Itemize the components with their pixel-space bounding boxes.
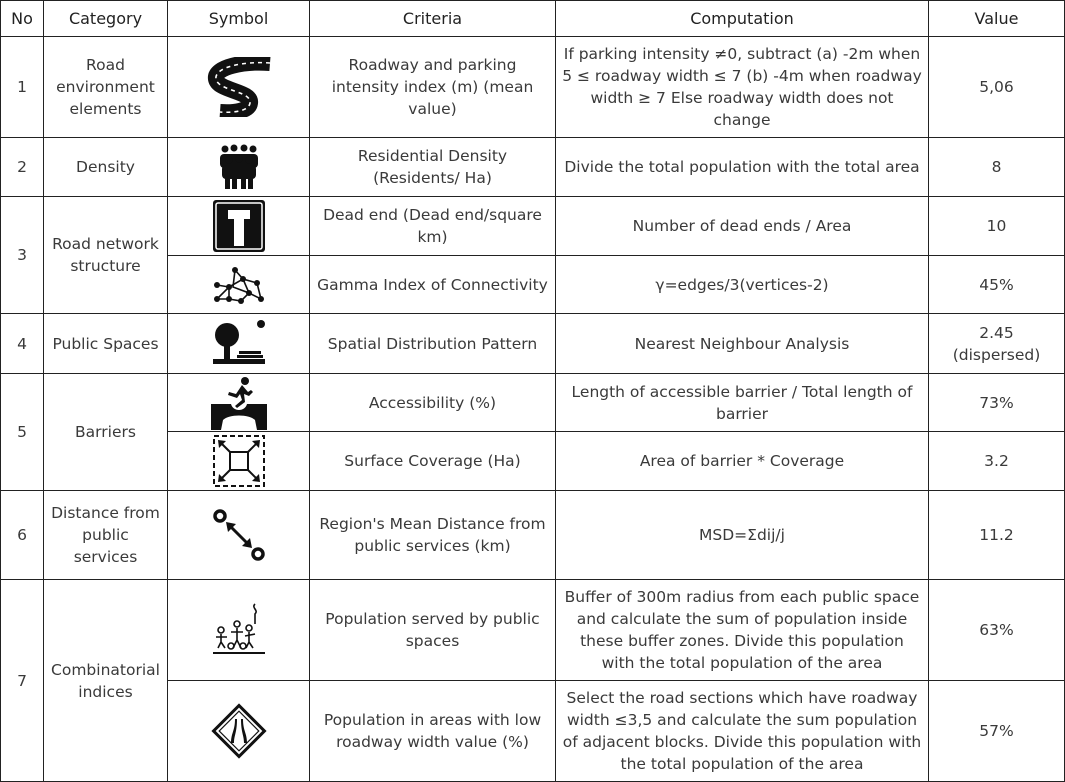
symbol-cell <box>168 491 310 580</box>
computation-cell: Buffer of 300m radius from each public space and calculate the sum of population inside these buffer zones. Divide this population with the total population of the area <box>556 580 929 681</box>
table-row <box>1 37 1065 138</box>
header-no: No <box>1 1 44 37</box>
value-cell: 45% <box>929 256 1065 314</box>
criteria-cell: Region's Mean Distance from public services (km) <box>310 491 556 580</box>
value-cell: 5,06 <box>929 37 1065 138</box>
criteria-cell: Spatial Distribution Pattern <box>310 314 556 374</box>
header-row <box>1 1 1065 37</box>
value-cell: 73% <box>929 374 1065 432</box>
computation-cell: Length of accessible barrier / Total length of barrier <box>556 374 929 432</box>
row-number: 1 <box>1 37 44 138</box>
category-cell: Distance from public services <box>44 491 168 580</box>
criteria-cell: Accessibility (%) <box>310 374 556 432</box>
category-cell: Barriers <box>44 374 168 491</box>
road-narrows-sign-icon <box>211 703 267 759</box>
category-cell: Road network structure <box>44 197 168 314</box>
computation-cell: MSD=Σdij/j <box>556 491 929 580</box>
people-park-icon <box>211 602 267 658</box>
criteria-cell: Dead end (Dead end/square km) <box>310 197 556 256</box>
header-value: Value <box>929 1 1065 37</box>
computation-cell: Select the road sections which have roadway width ≤3,5 and calculate the sum population of adjacent blocks. Divide this population with the total population of the area <box>556 681 929 782</box>
park-bench-tree-icon <box>211 319 267 369</box>
criteria-cell: Residential Density (Residents/ Ha) <box>310 138 556 197</box>
table-row <box>1 491 1065 580</box>
symbol-cell <box>168 374 310 432</box>
row-number: 7 <box>1 580 44 782</box>
row-number: 3 <box>1 197 44 314</box>
row-number: 2 <box>1 138 44 197</box>
computation-cell: Divide the total population with the total area <box>556 138 929 197</box>
symbol-cell <box>168 138 310 197</box>
area-expand-icon <box>211 433 267 489</box>
table-row <box>1 580 1065 681</box>
header-category: Category <box>44 1 168 37</box>
computation-cell: Nearest Neighbour Analysis <box>556 314 929 374</box>
criteria-cell: Roadway and parking intensity index (m) (mean value) <box>310 37 556 138</box>
value-cell: 8 <box>929 138 1065 197</box>
winding-road-icon <box>204 57 274 117</box>
symbol-cell <box>168 681 310 782</box>
criteria-cell: Population in areas with low roadway width value (%) <box>310 681 556 782</box>
computation-cell: γ=edges/3(vertices-2) <box>556 256 929 314</box>
crowd-icon <box>217 144 261 190</box>
header-symbol: Symbol <box>168 1 310 37</box>
distance-points-icon <box>212 508 266 562</box>
symbol-cell <box>168 197 310 256</box>
computation-cell: Area of barrier * Coverage <box>556 432 929 491</box>
value-cell: 63% <box>929 580 1065 681</box>
table-row <box>1 374 1065 432</box>
value-cell: 3.2 <box>929 432 1065 491</box>
category-cell: Public Spaces <box>44 314 168 374</box>
table-row <box>1 138 1065 197</box>
symbol-cell <box>168 314 310 374</box>
row-number: 5 <box>1 374 44 491</box>
symbol-cell <box>168 432 310 491</box>
table-row <box>1 314 1065 374</box>
runner-jump-barrier-icon <box>209 376 269 430</box>
criteria-cell: Gamma Index of Connectivity <box>310 256 556 314</box>
category-cell: Combinatorial indices <box>44 580 168 782</box>
computation-cell: If parking intensity ≠0, subtract (a) -2m when 5 ≤ roadway width ≤ 7 (b) -4m when roadway width ≥ 7 Else roadway width does not change <box>556 37 929 138</box>
table-row <box>1 197 1065 256</box>
symbol-cell <box>168 580 310 681</box>
symbol-cell <box>168 256 310 314</box>
header-computation: Computation <box>556 1 929 37</box>
symbol-cell <box>168 37 310 138</box>
criteria-cell: Population served by public spaces <box>310 580 556 681</box>
computation-cell: Number of dead ends / Area <box>556 197 929 256</box>
header-criteria: Criteria <box>310 1 556 37</box>
row-number: 4 <box>1 314 44 374</box>
criteria-cell: Surface Coverage (Ha) <box>310 432 556 491</box>
category-cell: Road environment elements <box>44 37 168 138</box>
value-cell: 10 <box>929 197 1065 256</box>
dead-end-sign-icon <box>212 199 266 253</box>
value-cell: 11.2 <box>929 491 1065 580</box>
network-graph-icon <box>213 265 265 305</box>
value-cell: 57% <box>929 681 1065 782</box>
category-cell: Density <box>44 138 168 197</box>
value-cell: 2.45 (dispersed) <box>929 314 1065 374</box>
row-number: 6 <box>1 491 44 580</box>
